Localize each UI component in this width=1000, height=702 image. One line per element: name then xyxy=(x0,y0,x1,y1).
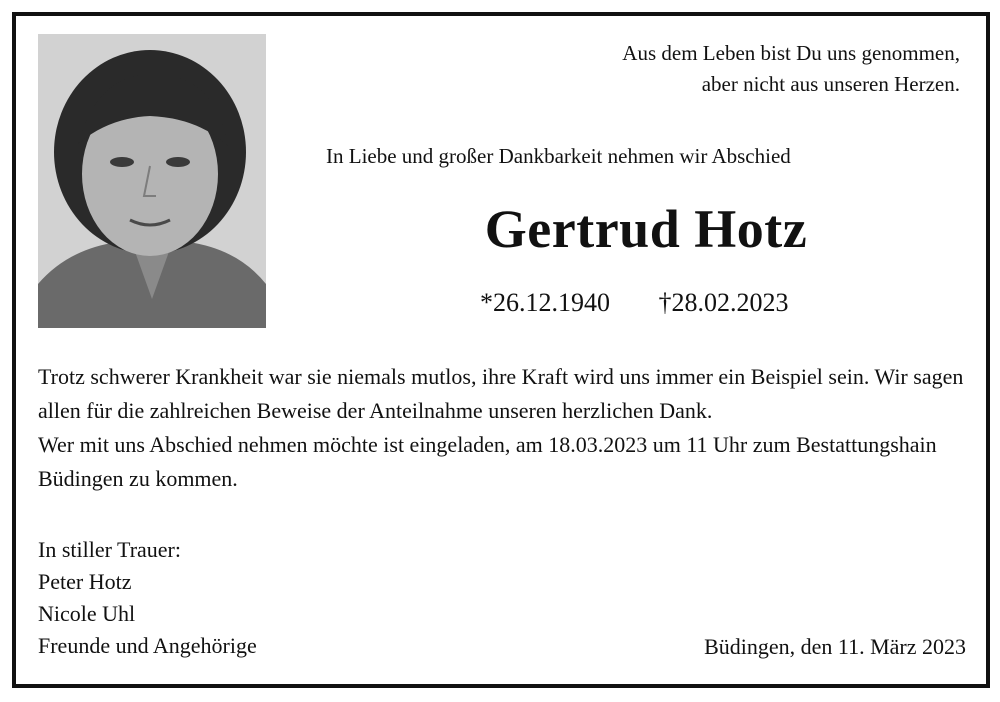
mourner-name: Freunde und Angehörige xyxy=(38,633,257,658)
invitation-paragraph: Wer mit uns Abschied nehmen möchte ist eingeladen, am 18.03.2023 um 11 Uhr zum Bestattungshain Büdingen zu kommen. xyxy=(38,432,937,491)
death-date: †28.02.2023 xyxy=(658,288,789,317)
mourner-name: Peter Hotz xyxy=(38,569,132,594)
mourners-heading: In stiller Trauer: xyxy=(38,537,181,562)
place-and-date: Büdingen, den 11. März 2023 xyxy=(704,634,966,659)
birth-date: *26.12.1940 xyxy=(480,288,610,317)
obituary-frame xyxy=(12,12,990,688)
thanks-paragraph: Trotz schwerer Krankheit war sie niemals mutlos, ihre Kraft wird uns immer ein Beispiel sein. Wir sagen allen für die zahlreichen Beweise der Anteilnahme unseren herzlichen Dank. xyxy=(38,364,964,423)
deceased-name: Gertrud Hotz xyxy=(484,199,808,259)
quote-line-1: Aus dem Leben bist Du uns genommen, xyxy=(622,41,960,65)
farewell-line: In Liebe und großer Dankbarkeit nehmen wir Abschied xyxy=(326,144,791,168)
portrait-photo xyxy=(38,34,266,328)
quote-line-2: aber nicht aus unseren Herzen. xyxy=(701,72,960,96)
mourners-block xyxy=(38,534,257,662)
mourner-name: Nicole Uhl xyxy=(38,601,136,626)
life-dates xyxy=(480,288,789,318)
portrait-icon xyxy=(38,34,266,328)
obituary-text xyxy=(38,360,968,496)
quote-block xyxy=(622,38,960,100)
